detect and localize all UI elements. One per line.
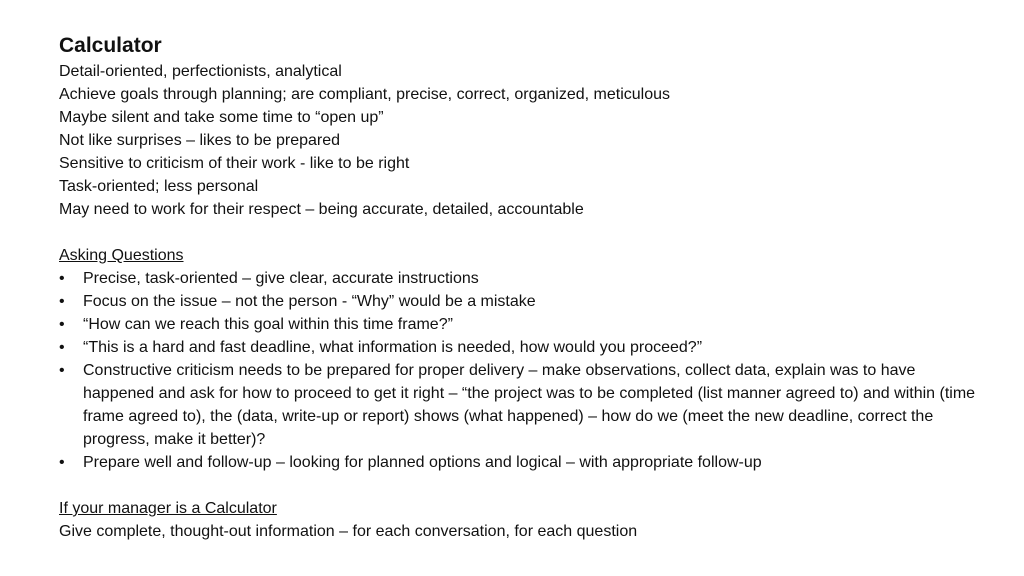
list-item-text: “This is a hard and fast deadline, what information is needed, how would you proceed?” <box>83 339 703 356</box>
manager-text: Give complete, thought-out information – for each conversation, for each question <box>59 523 638 540</box>
list-item <box>59 290 984 313</box>
bullet-icon: • <box>59 339 65 356</box>
traits-list <box>59 60 984 221</box>
bullet-icon: • <box>59 293 65 310</box>
asking-questions-list <box>59 267 984 474</box>
list-item-text: “How can we reach this goal within this time frame?” <box>83 316 453 333</box>
trait-line: May need to work for their respect – being accurate, detailed, accountable <box>59 201 584 218</box>
spacer <box>59 474 984 497</box>
trait-line: Achieve goals through planning; are compliant, precise, correct, organized, meticulous <box>59 86 670 103</box>
trait-line: Not like surprises – likes to be prepared <box>59 132 341 149</box>
list-item <box>59 313 984 336</box>
list-item-text: Focus on the issue – not the person - “Why” would be a mistake <box>83 293 536 310</box>
list-item <box>59 336 984 359</box>
bullet-icon: • <box>59 362 65 379</box>
list-item <box>59 359 984 451</box>
list-item <box>59 267 984 290</box>
manager-heading: If your manager is a Calculator <box>59 500 277 517</box>
spacer <box>59 221 984 244</box>
trait-line: Sensitive to criticism of their work - like to be right <box>59 155 410 172</box>
bullet-icon: • <box>59 316 65 333</box>
bullet-icon: • <box>59 270 65 287</box>
slide-title: Calculator <box>59 34 162 57</box>
asking-questions-heading: Asking Questions <box>59 247 184 264</box>
list-item-text: Constructive criticism needs to be prepared for proper delivery – make observations, collect data, explain was to have happened and ask for how to proceed to get it right – “the project was to be completed (list manner agreed to) and within (time frame agreed to), the (data, write-up or report) shows (what happened) – how do we (meet the new deadline, correct the progress, make it better)? <box>83 362 976 448</box>
list-item <box>59 451 984 474</box>
trait-line: Task-oriented; less personal <box>59 178 259 195</box>
trait-line: Detail-oriented, perfectionists, analytical <box>59 63 342 80</box>
list-item-text: Precise, task-oriented – give clear, accurate instructions <box>83 270 479 287</box>
trait-line: Maybe silent and take some time to “open up” <box>59 109 384 126</box>
bullet-icon: • <box>59 454 65 471</box>
list-item-text: Prepare well and follow-up – looking for planned options and logical – with appropriate follow-up <box>83 454 762 471</box>
